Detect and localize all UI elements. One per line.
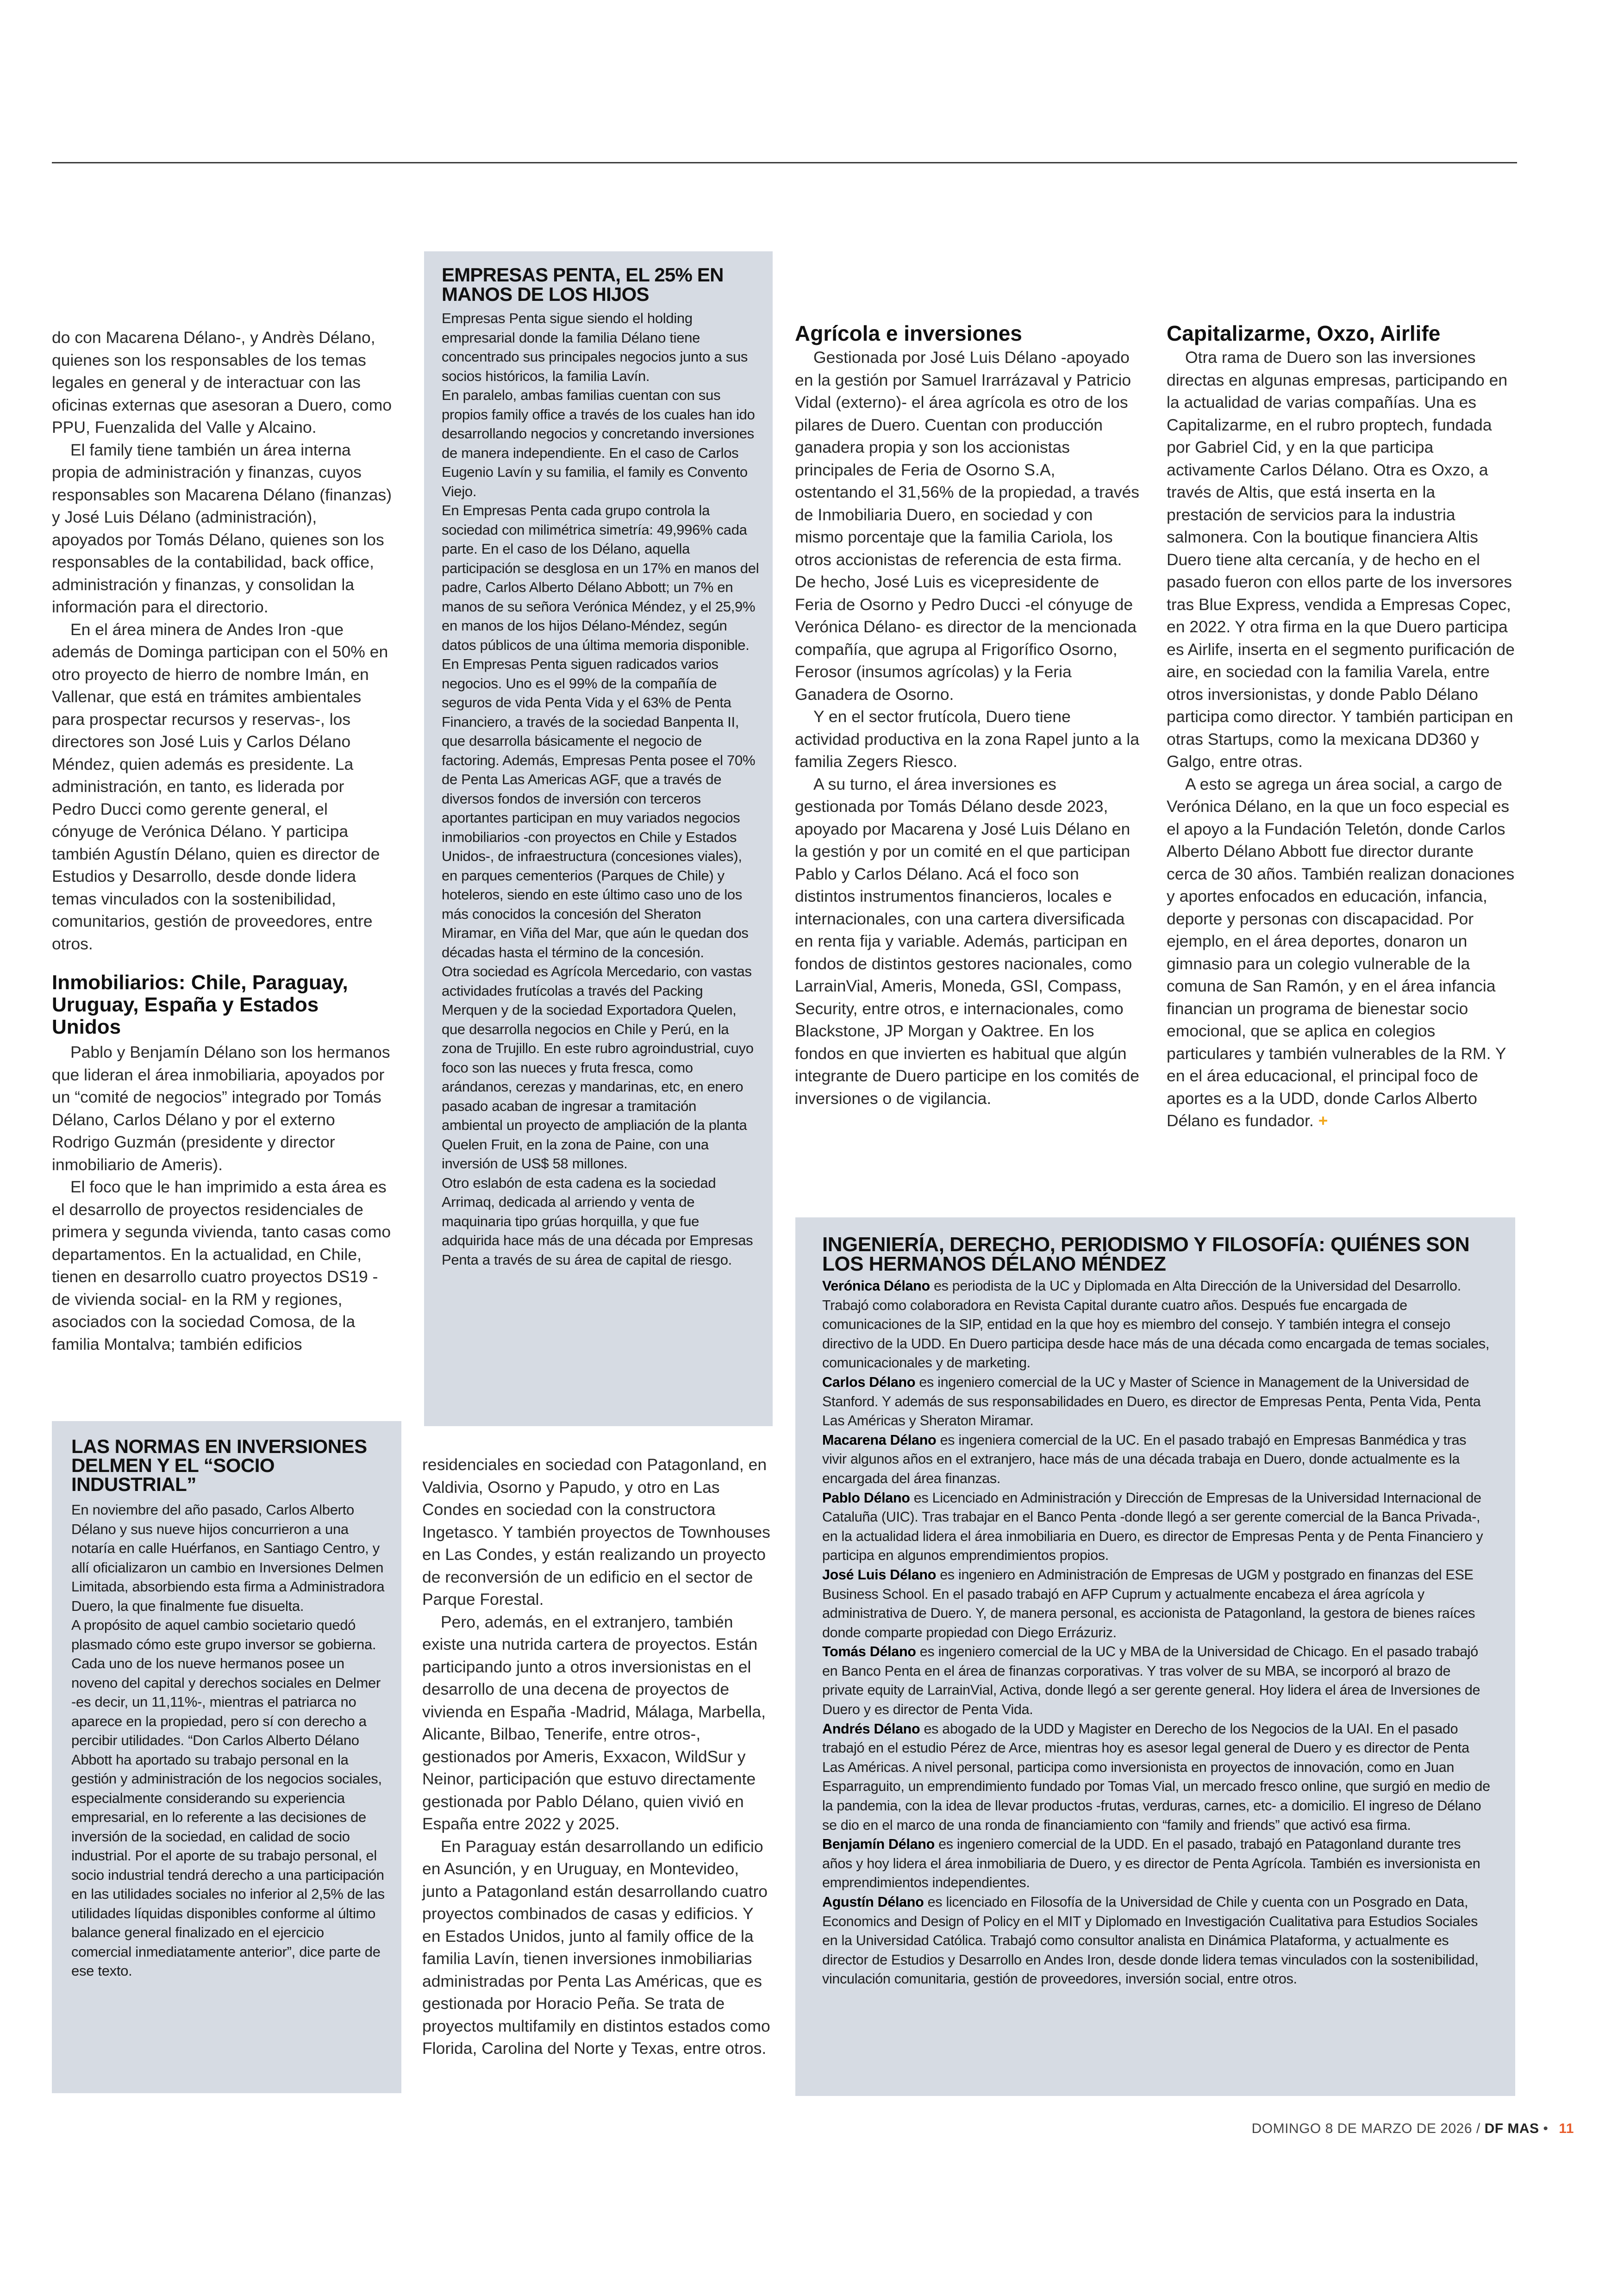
bio-entry bbox=[822, 1489, 1493, 1565]
paragraph: El family tiene también un área interna propia de administración y finanzas, cuyos responsables son Macarena Délano (finanzas) y José Luis Délano (administración), apoyados por Tomás Délano, quienes son los responsables de la contabilidad, back office, administración y finanzas, y consolidan la información para el directorio. bbox=[52, 440, 392, 616]
bio-text: es licenciado en Filosofía de la Universidad de Chile y cuenta con un Posgrado en Data, Economics and Design of Policy en el MIT y Diplomado en Investigación Cualitativa para Estudios Sociales en la Universidad Católica. Trabajó como consultor analista en Dinámica Plataforma, y actualmente es director de Estudios y Desarrollo en Andes Iron, desde donde lidera temas vinculados con la sostenibilidad, vinculación comunitaria, gestión de proveedores, inversión social, entre otros. bbox=[822, 1894, 1479, 1987]
bio-text: es periodista de la UC y Diplomada en Alta Dirección de la Universidad del Desarrollo. Trabajó como colaboradora en Revista Capital durante cuatro años. Después fue encargada de comunicaciones de la SIP, entidad en la que hoy es miembro del consejo. Y también integra el consejo directivo de la UDD. En Duero participa desde hace más de una década como encargada de temas sociales, comunicacionales y de marketing. bbox=[822, 1278, 1490, 1371]
bio-entry bbox=[822, 1431, 1493, 1489]
bio-name: Tomás Délano bbox=[822, 1644, 916, 1660]
box-paragraph: Otra sociedad es Agrícola Mercedario, con vastas actividades frutícolas a través del Packing Merquen y de la sociedad Exportadora Quelen, que desarrolla negocios en Chile y Perú, en la zona de Trujillo. En este rubro agroindustrial, cuyo foco son las nueces y fruta fresca, como arándanos, cerezas y mandarinas, etc, en enero pasado acaban de ingresar a tramitación ambiental un proyecto de ampliación de la planta Quelen Fruit, en la zona de Paine, con una inversión de US$ 58 millones. bbox=[442, 963, 754, 1172]
bio-text: es Licenciado en Administración y Dirección de Empresas de la Universidad Internacional de Cataluña (UIC). Tras trabajar en el Banco Penta -donde llegó a ser gerente comercial de la Banca Privada-, en la actualidad lidera el área inmobiliaria en Duero, es director de Empresas Penta y de Penta Financiero y participa en algunos emprendimientos propios. bbox=[822, 1490, 1483, 1564]
end-mark-icon: + bbox=[1318, 1111, 1328, 1130]
paragraph: do con Macarena Délano-, y Andrès Délano, quienes son los responsables de los temas legales en general y de interactuar con las oficinas externas que asesoran a Duero, como PPU, Fuenzalida del Valle y Alcaino. bbox=[52, 328, 392, 437]
publication-brand: DF MAS bbox=[1484, 2121, 1539, 2136]
issue-date: DOMINGO 8 DE MARZO DE 2026 bbox=[1251, 2121, 1473, 2136]
bio-entry bbox=[822, 1373, 1493, 1431]
sidebar-box-hermanos bbox=[795, 1217, 1515, 2096]
bio-text: es ingeniero comercial de la UC y Master of Science in Management de la Universidad de Stanford. Y además de sus responsabilidades en Duero, es director de Empresas Penta, Penta Vida, Penta Las Américas y Sheraton Miramar. bbox=[822, 1374, 1481, 1429]
section-heading-capitalizarme: Capitalizarme, Oxzo, Airlife bbox=[1167, 321, 1441, 345]
bio-name: Verónica Délano bbox=[822, 1278, 930, 1294]
box-paragraph: En Empresas Penta siguen radicados varios negocios. Uno es el 99% de la compañía de seguros de vida Penta Vida y el 63% de Penta Financiero, a través de la sociedad Banpenta II, que desarrolla básicamente el negocio de factoring. Además, Empresas Penta posee el 70% de Penta Las Americas AGF, que a través de diversos fondos de inversión con terceros aportantes participan en muy variados negocios inmobiliarios -con proyectos en Chile y Estados Unidos-, de infraestructura (concesiones viales), en parques cementerios (Parques de Chile) y hoteleros, siendo en este último caso uno de los más conocidos la concesión del Sheraton Miramar, en Viña del Mar, que aún le quedan dos décadas hasta el término de la concesión. bbox=[442, 656, 756, 960]
page-footer bbox=[1252, 2121, 1574, 2137]
bio-name: Agustín Délano bbox=[822, 1894, 924, 1910]
bio-name: Andrés Délano bbox=[822, 1721, 920, 1737]
section-heading-agricola: Agrícola e inversiones bbox=[795, 321, 1022, 345]
bio-entry bbox=[822, 1835, 1493, 1893]
bio-name: José Luis Délano bbox=[822, 1566, 937, 1583]
box-paragraph: A propósito de aquel cambio societario quedó plasmado cómo este grupo inversor se gobierna. Cada uno de los nueve hermanos posee un noveno del capital y derechos sociales en Delmer -es decir, un 11,11%-, mientras el patriarca no aparece en la propiedad, pero sí con derecho a percibir utilidades. “Don Carlos Alberto Délano Abbott ha aportado su trabajo personal en la gestión y administración de los negocios sociales, especialmente considerando su experiencia empresarial, en lo referente a las decisiones de inversión de la sociedad, en calidad de socio industrial. Por el aporte de su trabajo personal, el socio industrial tendrá derecho a una participación en las utilidades sociales no inferior al 2,5% de las utilidades líquidas disponibles conforme al último balance general finalizado en el ejercicio comercial inmediatamente anterior”, dice parte de ese texto. bbox=[71, 1617, 385, 1979]
paragraph bbox=[1167, 773, 1515, 1132]
paragraph-text: A esto se agrega un área social, a cargo de Verónica Délano, en la que un foco especial es el apoyo a la Fundación Teletón, donde Carlos Alberto Délano Abbott fue director durante cerca de 30 años. También realizan donaciones y aportes enfocados en educación, infancia, deporte y personas con discapacidad. Por ejemplo, en el área deportes, donaron un gimnasio para un colegio vulnerable de la comuna de San Ramón, y en el área infancia financian un programa de bienestar socio emocional, que se aplica en colegios particulares y también vulnerables de la RM. Y en el área educacional, el principal foco de aportes es a la UDD, donde Carlos Alberto Délano es fundador. bbox=[1167, 774, 1515, 1130]
bio-entry bbox=[822, 1720, 1493, 1835]
paragraph: En el área minera de Andes Iron -que además de Dominga participan con el 50% en otro proyecto de hierro de nombre Imán, en Vallenar, que está en trámites ambientales para prospectar recursos y reservas-, los directores son José Luis y Carlos Délano Méndez, quien además es presidente. La administración, en tanto, es liderada por Pedro Ducci como gerente general, el cónyuge de Verónica Délano. Y participa también Agustín Délano, quien es director de Estudios y Desarrollo, desde donde lidera temas vinculados con la sostenibilidad, comunitarios, gestión de proveedores, entre otros. bbox=[52, 620, 388, 953]
section-heading-inmobiliarios: Inmobiliarios: Chile, Paraguay, Uruguay, España y Estados Unidos bbox=[52, 971, 348, 1038]
bio-text: es ingeniera comercial de la UC. En el pasado trabajó en Empresas Banmédica y tras vivir algunos años en el extranjero, hace más de una década trabaja en Duero, donde actualmente es la encargada del área finanzas. bbox=[822, 1432, 1467, 1486]
box-title: INGENIERÍA, DERECHO, PERIODISMO Y FILOSOFÍA: QUIÉNES SON LOS HERMANOS DÉLANO MÉNDEZ bbox=[822, 1233, 1470, 1275]
paragraph: El foco que le han imprimido a esta área es el desarrollo de proyectos residenciales de primera y segunda vivienda, tanto casas como departamentos. En la actualidad, en Chile, tienen en desarrollo cuatro proyectos DS19 -de vivienda social- en la RM y regiones, asociados con la sociedad Comosa, de la familia Montalva; también edificios bbox=[52, 1178, 391, 1353]
bio-text: es ingeniero en Administración de Empresas de UGM y postgrado en finanzas del ESE Business School. En el pasado trabajó en AFP Cuprum y actualmente encabeza el área agrícola y administrativa de Duero. Y, de manera personal, es accionista de Patagonland, la gestora de bienes raíces donde comparte propiedad con Diego Errázuriz. bbox=[822, 1566, 1475, 1640]
bullet-icon: • bbox=[1543, 2121, 1549, 2136]
paragraph: Y en el sector frutícola, Duero tiene actividad productiva en la zona Rapel junto a la familia Zegers Riesco. bbox=[795, 707, 1140, 771]
paragraph: Otra rama de Duero son las inversiones directas en algunas empresas, participando en la actualidad de varias compañías. Una es Capitalizarme, en el rubro proptech, fundada por Gabriel Cid, y en la que participa activamente Carlos Délano. Otra es Oxzo, a través de Altis, que está inserta en la prestación de servicios para la industria salmonera. Con la boutique financiera Altis Duero tiene alta cercanía, y de hecho en el pasado fueron con ellos parte de los inversores tras Blue Express, vendida a Empresas Copec, en 2022. Y otra firma en la que Duero participa es Airlife, inserta en el segmento purificación de aire, en sociedad con la familia Varela, entre otros inversionistas, y donde Pablo Délano participa como director. Y también participan en otras Startups, como la mexicana DD360 y Galgo, entre otras. bbox=[1167, 348, 1515, 771]
paragraph: En Paraguay están desarrollando un edificio en Asunción, y en Uruguay, en Montevideo, junto a Patagonland están desarrollando cuatro proyectos combinados de casas y edificios. Y en Estados Unidos, junto al family office de la familia Lavín, tienen inversiones inmobiliarias administradas por Penta Las Américas, que es gestionada por Horacio Peña. Se trata de proyectos multifamily en distintos estados como Florida, Carolina del Norte y Texas, entre otros. bbox=[422, 1837, 770, 2058]
column-1 bbox=[52, 326, 392, 1355]
bio-text: es ingeniero comercial de la UDD. En el pasado, trabajó en Patagonland durante tres años y hoy lidera el área inmobiliaria de Duero, y es director de Penta Agrícola. También es inversionista en emprendimientos independientes. bbox=[822, 1836, 1480, 1891]
bio-entry bbox=[822, 1565, 1493, 1642]
box-paragraph: En noviembre del año pasado, Carlos Alberto Délano y sus nueve hijos concurrieron a una notaría en calle Huérfanos, en Santiago Centro, y allí oficializaron un cambio en Inversiones Delmen Limitada, absorbiendo esta firma a Administradora Duero, la que finalmente fue disuelta. bbox=[71, 1502, 385, 1614]
bio-entry bbox=[822, 1642, 1493, 1719]
sidebar-box-empresas-penta bbox=[424, 251, 773, 1426]
box-paragraph: Otro eslabón de esta cadena es la sociedad Arrimaq, dedicada al arriendo y venta de maquinaria tipo grúas horquilla, y que fue adquirida hace más de una década por Empresas Penta a través de su área de capital de riesgo. bbox=[442, 1174, 753, 1268]
box-title: LAS NORMAS EN INVERSIONES DELMEN Y EL “SOCIO INDUSTRIAL” bbox=[71, 1435, 367, 1495]
bio-name: Benjamín Délano bbox=[822, 1836, 935, 1852]
paragraph: Gestionada por José Luis Délano -apoyado en la gestión por Samuel Irarrázaval y Patricio Vidal (externo)- el área agrícola es otro de los pilares de Duero. Cuentan con producción ganadera propia y son los accionistas principales de Feria de Osorno S.A, ostentando el 31,56% de la propiedad, a través de Inmobiliaria Duero, en sociedad y con mismo porcentaje que la familia Cariola, los otros accionistas de referencia de esta firma. De hecho, José Luis es vicepresidente de Feria de Osorno y Pedro Ducci -el cónyuge de Verónica Délano- es director de la mencionada compañía, que agrupa al Frigorífico Osorno, Ferosor (insumos agrícolas) y la Feria Ganadera de Osorno. bbox=[795, 348, 1140, 704]
page-number: 11 bbox=[1559, 2121, 1574, 2136]
top-rule bbox=[52, 162, 1517, 163]
column-2 bbox=[422, 1453, 774, 2060]
box-paragraph: En paralelo, ambas familias cuentan con sus propios family office a través de los cuales han ido desarrollando negocios y concretando inversiones de manera independiente. En el caso de Carlos Eugenio Lavín y su familia, el family es Convento Viejo. bbox=[442, 387, 755, 499]
bio-name: Carlos Délano bbox=[822, 1374, 916, 1390]
column-3 bbox=[795, 320, 1140, 1110]
column-4 bbox=[1167, 320, 1515, 1132]
bio-name: Pablo Délano bbox=[822, 1490, 910, 1506]
sidebar-box-delmen bbox=[52, 1421, 401, 2093]
paragraph: Pero, además, en el extranjero, también existe una nutrida cartera de proyectos. Están participando junto a otros inversionistas en el desarrollo de una decena de proyectos de vivienda en España -Madrid, Málaga, Marbella, Alicante, Bilbao, Tenerife, entre otros-, gestionados por Ameris, Exxacon, WildSur y Neinor, participación que estuvo directamente gestionada por Pablo Délano, quien vivió en España entre 2022 y 2025. bbox=[422, 1612, 766, 1833]
bio-text: es abogado de la UDD y Magister en Derecho de los Negocios de la UAI. En el pasado trabajó en el estudio Pérez de Arce, mientras hoy es asesor legal general de Duero y es director de Penta Las Américas. A nivel personal, participa como inversionista en proyectos de innovación, como en Juan Esparraguito, un emprendimiento fundado por Tomas Vial, un mercado fresco online, que surgió en medio de la pandemia, con la idea de llevar productos -frutas, verduras, carnes, etc- a domicilio. El ingreso de Délano se dio en el marco de una ronda de financiamiento con “family and friends” que activó esa firma. bbox=[822, 1721, 1490, 1833]
box-paragraph: En Empresas Penta cada grupo controla la sociedad con milimétrica simetría: 49,996% cada parte. En el caso de los Délano, aquella participación se desglosa en un 17% en manos del padre, Carlos Alberto Délano Abbott; un 7% en manos de su señora Verónica Méndez, y el 25,9% en manos de los hijos Délano-Méndez, según datos públicos de una última memoria disponible. bbox=[442, 502, 759, 653]
bio-entry bbox=[822, 1277, 1493, 1373]
box-title: EMPRESAS PENTA, EL 25% EN MANOS DE LOS HIJOS bbox=[442, 264, 724, 305]
paragraph: residenciales en sociedad con Patagonland, en Valdivia, Osorno y Papudo, y otro en Las Condes en sociedad con la constructora Ingetasco. Y también proyectos de Townhouses en Las Condes, y están realizando un proyecto de reconversión de un edificio en el sector de Parque Forestal. bbox=[422, 1455, 770, 1609]
paragraph: Pablo y Benjamín Délano son los hermanos que lideran el área inmobiliaria, apoyados por un “comité de negocios” integrado por Tomás Délano, Carlos Délano y por el externo Rodrigo Guzmán (presidente y director inmobiliario de Ameris). bbox=[52, 1043, 390, 1174]
footer-separator: / bbox=[1476, 2121, 1480, 2136]
box-paragraph: Empresas Penta sigue siendo el holding empresarial donde la familia Délano tiene concentrado sus principales negocios junto a sus socios históricos, la familia Lavín. bbox=[442, 310, 748, 384]
paragraph: A su turno, el área inversiones es gestionada por Tomás Délano desde 2023, apoyado por Macarena y José Luis Délano en la gestión y por un comité en el que participan Pablo y Carlos Délano. Acá el foco son distintos instrumentos financieros, locales e internacionales, con una cartera diversificada en renta fija y variable. Además, participan en fondos de distintos gestores nacionales, como LarrainVial, Ameris, Moneda, GSI, Compass, Security, entre otros, e internacionales, como Blackstone, JP Morgan y Oaktree. En los fondos en que invierten es habitual que algún integrante de Duero participe en los comités de inversiones o de vigilancia. bbox=[795, 774, 1139, 1108]
bio-name: Macarena Délano bbox=[822, 1432, 937, 1448]
bio-text: es ingeniero comercial de la UC y MBA de la Universidad de Chicago. En el pasado trabajó en Banco Penta en el área de finanzas corporativas. Y tras volver de su MBA, se incorporó al brazo de private equity de LarrainVial, Activa, donde llegó a ser gerente general. Hoy lidera el área de Inversiones de Duero y es director de Penta Vida. bbox=[822, 1644, 1480, 1718]
bio-entry bbox=[822, 1893, 1493, 1989]
